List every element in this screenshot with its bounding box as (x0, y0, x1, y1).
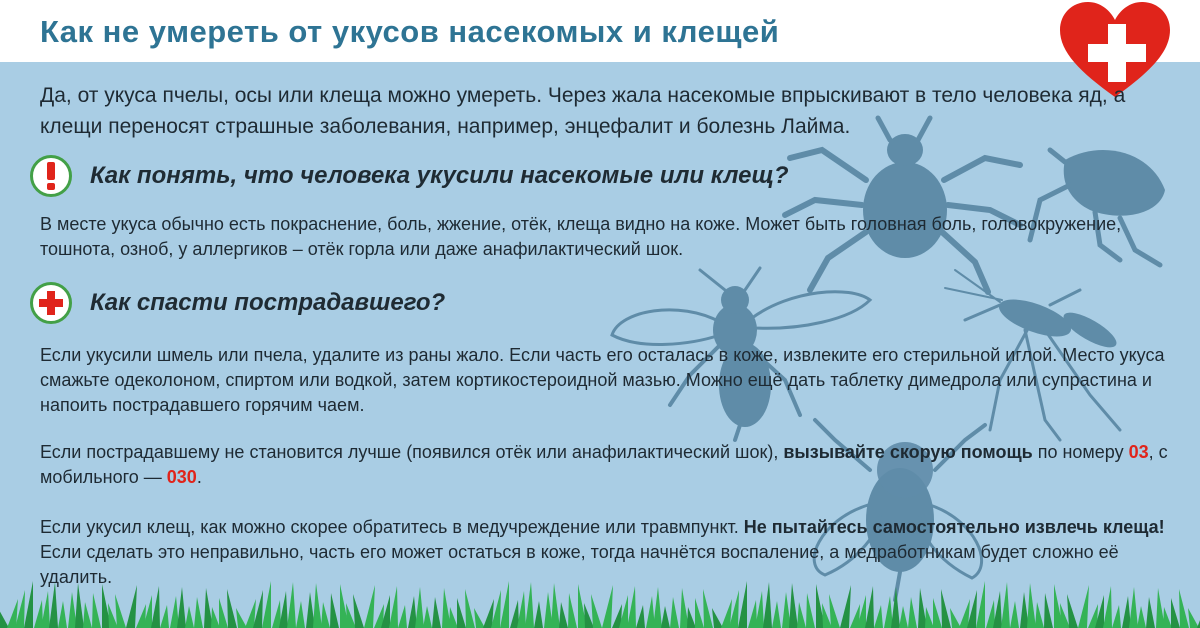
phone-number-03: 03 (1128, 442, 1149, 462)
first-aid-tick-text: Если укусил клещ, как можно скорее обратитесь в медучреждение или травмпункт. Не пытайтесь самостоятельно извлечь клеща! Если сделать это неправильно, часть его может остаться в коже, тогда начнётся воспаление, а медработникам будет сложно её удалить. (40, 517, 1165, 587)
grass-border (0, 580, 1200, 628)
phone-number-030: 030 (166, 467, 197, 487)
section-first-aid-heading (30, 280, 445, 326)
tick-silhouette (785, 118, 1020, 292)
section-symptoms-heading (30, 153, 789, 199)
call-ambulance-text: вызывайте скорую помощь (783, 442, 1033, 462)
red-cross-icon (30, 282, 72, 324)
first-aid-emergency-text: Если пострадавшему не становится лучше (появился отёк или анафилактический шок), вызывайте скорую помощь по номеру 03, с мобильного — 030. (40, 442, 1168, 487)
section-title: Как понять, что человека укусили насекомые или клещ? (90, 162, 789, 189)
first-aid-sting-text: Если укусили шмель или пчела, удалите из раны жало. Если часть его осталась в коже, извлеките его стерильной иглой. Место укуса смажьте одеколоном, спиртом или водкой, затем кортикостероидной мазью. Можно ещё дать таблетку димедрола или супрастина и напоить пострадавшего горячим чаем. (40, 345, 1165, 415)
tick-warning-text: Не пытайтесь самостоятельно извлечь клеща! (743, 517, 1165, 537)
symptoms-text: В месте укуса обычно есть покраснение, боль, жжение, отёк, клеща видно на коже. Может быть головная боль, головокружение, тошнота, озноб, у аллергиков – отёк горла или даже анафилактический шок. (40, 214, 1122, 259)
exclamation-icon (30, 155, 72, 197)
page-title: Как не умереть от укусов насекомых и клещей (40, 14, 780, 49)
section-title: Как спасти пострадавшего? (90, 289, 446, 316)
intro-text: Да, от укуса пчелы, осы или клеща можно умереть. Через жала насекомые впрыскивают в тело человека яд, а клещи переносят страшные заболевания, например, энцефалит и болезнь Лайма. (40, 84, 1126, 138)
